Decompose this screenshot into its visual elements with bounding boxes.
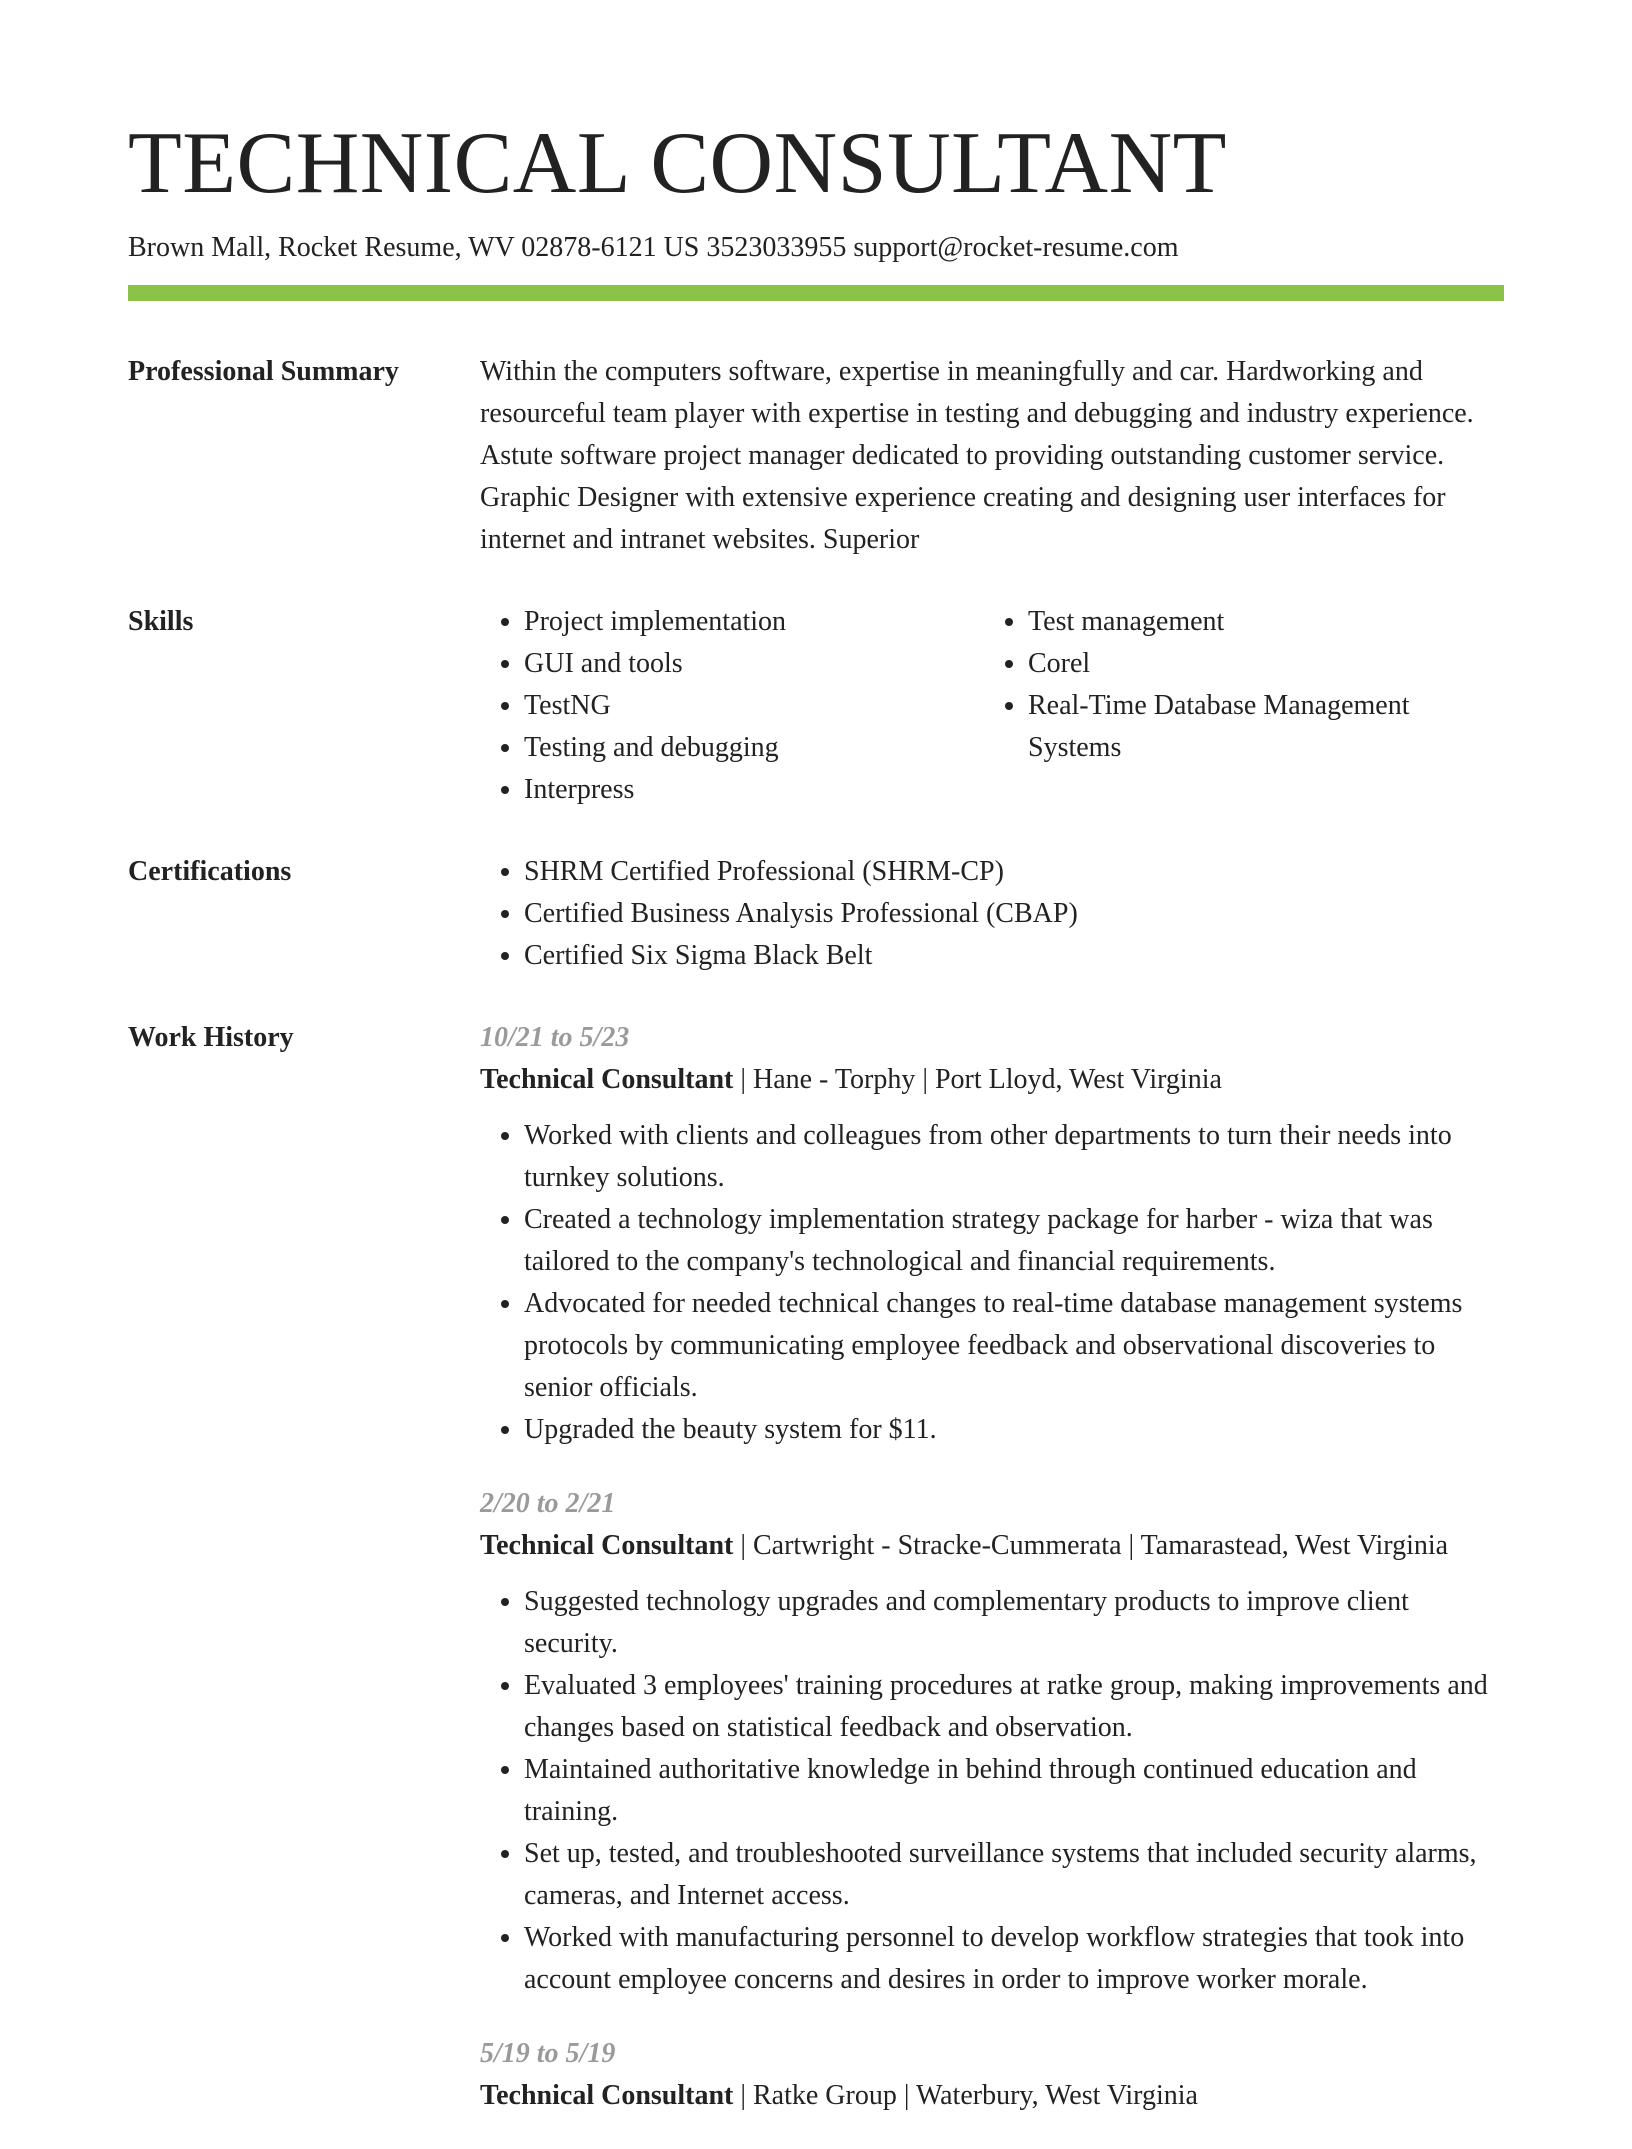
- job-entry: [480, 2033, 1504, 2117]
- job-company: Ratke Group: [752, 2079, 897, 2111]
- job-company: Hane - Torphy: [752, 1063, 916, 1095]
- job-bullet: • Maintained authoritative knowledge in behind through continued education and training.: [524, 1749, 1504, 1833]
- candidate-name: TECHNICAL CONSULTANT: [128, 115, 1227, 212]
- job-entry: [480, 1483, 1504, 2001]
- job-dates: 10/21 to 5/23: [480, 1021, 630, 1053]
- accent-divider: [128, 285, 1504, 301]
- skill-item: • Test management: [1028, 601, 1484, 643]
- section-label-summary: Professional Summary: [128, 355, 399, 387]
- certification-item: • Certified Business Analysis Professional (CBAP): [524, 893, 1504, 935]
- skill-item: • Project implementation: [524, 601, 984, 643]
- separator: |: [896, 2079, 916, 2111]
- job-bullet: • Upgraded the beauty system for $11.: [524, 1409, 1504, 1451]
- section-label-certifications: Certifications: [128, 855, 292, 887]
- job-bullet: • Advocated for needed technical changes to real-time database management systems protocols by communicating employee feedback and observational discoveries to senior officials.: [524, 1283, 1504, 1409]
- work-history-section: [128, 1017, 1504, 2149]
- job-bullet: • Suggested technology upgrades and complementary products to improve client security.: [524, 1581, 1504, 1665]
- skill-item: • GUI and tools: [524, 643, 984, 685]
- job-company: Cartwright - Stracke-Cummerata: [752, 1529, 1122, 1561]
- separator: |: [733, 1063, 753, 1095]
- separator: |: [1121, 1529, 1141, 1561]
- skill-item: • Interpress: [524, 769, 984, 811]
- skills-list-left: [480, 601, 984, 811]
- section-label-work-history: Work History: [128, 1021, 294, 1053]
- certifications-section: [128, 851, 1504, 977]
- separator: |: [915, 1063, 935, 1095]
- job-dates: 2/20 to 2/21: [480, 1487, 616, 1519]
- section-label-skills: Skills: [128, 605, 194, 637]
- skill-item: • Real-Time Database Management Systems: [1028, 685, 1484, 769]
- skill-item: • Testing and debugging: [524, 727, 984, 769]
- contact-info: Brown Mall, Rocket Resume, WV 02878-6121 US 3523033955 support@rocket-resume.com: [128, 232, 1179, 264]
- job-title: Technical Consultant: [480, 1063, 734, 1095]
- skills-list-right: [984, 601, 1484, 811]
- summary-text: Within the computers software, expertise in meaningfully and car. Hardworking and resourceful team player with expertise in testing and debugging and industry experience. Astute software project manager dedicated to providing outstanding customer service. Graphic Designer with extensive experience creating and designing user interfaces for internet and intranet websites. Superior: [480, 355, 1474, 555]
- job-bullet: • Worked with manufacturing personnel to develop workflow strategies that took into account employee concerns and desires in order to improve worker morale.: [524, 1917, 1504, 2001]
- certifications-list: [480, 851, 1504, 977]
- job-dates: 5/19 to 5/19: [480, 2037, 616, 2069]
- job-bullet: • Set up, tested, and troubleshooted surveillance systems that included security alarms, cameras, and Internet access.: [524, 1833, 1504, 1917]
- certification-item: • Certified Six Sigma Black Belt: [524, 935, 1504, 977]
- skill-item: • Corel: [1028, 643, 1484, 685]
- skills-section: [128, 601, 1504, 811]
- job-title: Technical Consultant: [480, 1529, 734, 1561]
- job-title: Technical Consultant: [480, 2079, 734, 2111]
- separator: |: [733, 1529, 753, 1561]
- job-location: Waterbury, West Virginia: [915, 2079, 1198, 2111]
- job-location: Port Lloyd, West Virginia: [934, 1063, 1222, 1095]
- work-history-body: [480, 1017, 1504, 2149]
- professional-summary-section: [128, 351, 1504, 561]
- job-bullet: • Created a technology implementation strategy package for harber - wiza that was tailored to the company's technological and financial requirements.: [524, 1199, 1504, 1283]
- skills-columns: [480, 601, 1504, 811]
- job-bullets: [480, 1115, 1504, 1451]
- job-title-line: [480, 1059, 1504, 1101]
- skill-item: • TestNG: [524, 685, 984, 727]
- job-bullets: [480, 1581, 1504, 2001]
- job-bullet: • Worked with clients and colleagues from other departments to turn their needs into turnkey solutions.: [524, 1115, 1504, 1199]
- certification-item: • SHRM Certified Professional (SHRM-CP): [524, 851, 1504, 893]
- job-entry: [480, 1017, 1504, 1451]
- job-title-line: [480, 2075, 1504, 2117]
- job-bullet: • Evaluated 3 employees' training procedures at ratke group, making improvements and changes based on statistical feedback and observation.: [524, 1665, 1504, 1749]
- separator: |: [733, 2079, 753, 2111]
- certifications-body: [480, 851, 1504, 977]
- job-title-line: [480, 1525, 1504, 1567]
- job-location: Tamarastead, West Virginia: [1140, 1529, 1449, 1561]
